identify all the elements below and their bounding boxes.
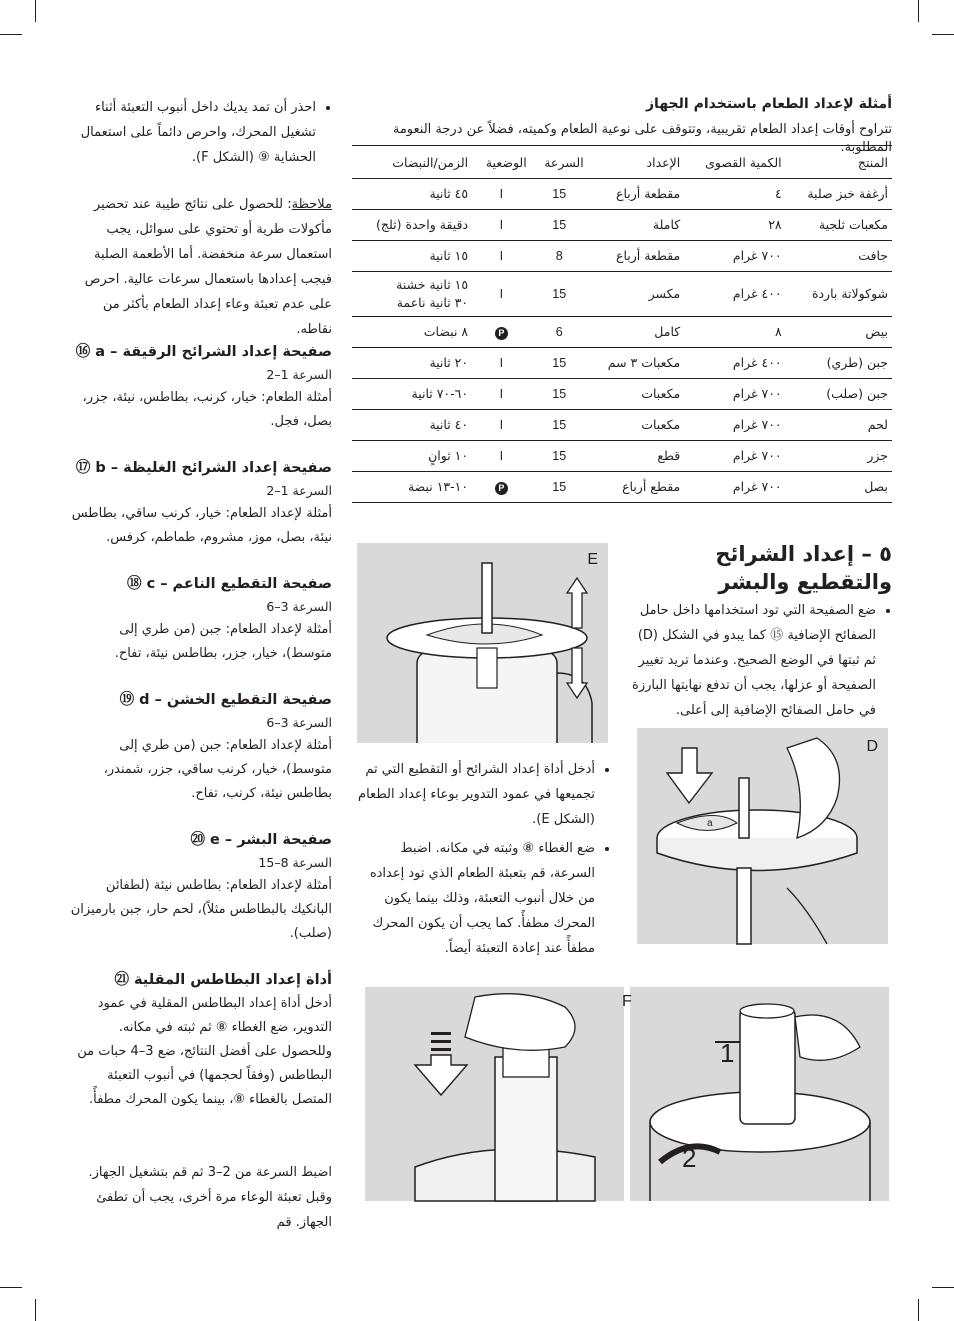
table-body	[352, 179, 892, 503]
table-row	[352, 472, 892, 503]
table-row	[352, 410, 892, 441]
prep-cell: كامل	[588, 317, 685, 348]
time-cell: ١٥ ثانية	[352, 241, 472, 272]
prep-cell: قطع	[588, 441, 685, 472]
disc-title: صفيحة التقطيع الخشن – d ⑲	[119, 692, 332, 708]
warning-bullet	[70, 95, 332, 174]
crop-mark	[932, 34, 954, 35]
section5-title: ٥ – إعداد الشرائح والتقطيع والبشر	[715, 542, 892, 594]
table-header-cell: الإعداد	[588, 146, 685, 179]
processing-table	[352, 145, 892, 503]
disc-title: صفيحة التقطيع الناعم – c ⑱	[127, 576, 332, 592]
prep-cell: مقطع أرباع	[588, 472, 685, 503]
crop-mark	[918, 0, 919, 22]
time-cell: دقيقة واحدة (ثلج)	[352, 210, 472, 241]
note-label: ملاحظة	[291, 197, 332, 212]
bullet-text: • ضع الغطاء ⑧ وثبته في مكانه. اضبط السرعة، قم بتعبئة الطعام الذي تود إعداده من خلال أنبوب التعبئة، وذلك بينما يكون المحرك مطفأً. كما يجب أن يكون المحرك مطفأً عند إعادة التعبئة أيضاً.	[355, 836, 595, 961]
qty-cell: ٢٨	[684, 210, 785, 241]
disc-examples: أمثلة لإعداد الطعام: بطاطس نيئة (لطفائن البانكيك بالبطاطس مثلاً)، لحم حار، جبن بارميزان (صلب).	[70, 878, 332, 941]
disc-examples: أمثلة لإعداد الطعام: خيار، كرنب ساقي، بطاطس نيئة، بصل، موز، مشروم، طماطم، كرفس.	[71, 506, 332, 545]
prep-cell: كاملة	[588, 210, 685, 241]
table-row	[352, 241, 892, 272]
product-cell: مكعبات ثلجية	[786, 210, 892, 241]
speed-cell: 15	[531, 179, 588, 210]
product-cell: بصل	[786, 472, 892, 503]
speed-cell: 6	[531, 317, 588, 348]
bullet-text: • احذر أن تمد يديك داخل أنبوب التعبئة أثناء تشغيل المحرك، واحرص دائماً على استعمال الحشاية ⑨ (الشكل F).	[70, 95, 316, 170]
prep-cell: مقطعة أرباع	[588, 241, 685, 272]
figure-f-left	[365, 987, 624, 1201]
mode-cell: I	[472, 410, 531, 441]
figure-f-right-drawing	[630, 987, 889, 1201]
table-row	[352, 441, 892, 472]
table-header-cell: السرعة	[531, 146, 588, 179]
disc-speed: السرعة 3–6	[266, 715, 332, 730]
time-cell: ٢٠ ثانية	[352, 348, 472, 379]
disc-examples: أمثلة لإعداد الطعام: جبن (من طري إلى متوسط)، خيار، جزر، بطاطس نيئة، تفاح.	[114, 622, 332, 661]
qty-cell: ٧٠٠ غرام	[684, 379, 785, 410]
product-cell: شوكولاتة باردة	[786, 272, 892, 317]
crop-mark	[35, 0, 36, 22]
pulse-mode-icon: P	[495, 482, 508, 495]
prep-cell: مكعبات ٣ سم	[588, 348, 685, 379]
qty-cell: ٧٠٠ غرام	[684, 241, 785, 272]
table-row	[352, 348, 892, 379]
figure-f-step2: 2	[682, 1143, 697, 1173]
intro-text: تتراوح أوقات إعداد الطعام تقريبية، وتتوقف على نوعية الطعام وكميته، فضلاً عن درجة النعومة المطلوبة.	[392, 122, 892, 155]
figure-d-disc-letter: a	[707, 818, 713, 829]
product-cell: جافت	[786, 241, 892, 272]
time-cell: ٦٠-٧٠ ثانية	[352, 379, 472, 410]
figure-d	[637, 728, 888, 944]
disc-speed: السرعة 1–2	[266, 483, 332, 498]
disc-title: صفيحة إعداد الشرائح الغليظة – b ⑰	[75, 460, 332, 476]
speed-cell: 15	[531, 472, 588, 503]
disc-title: أداة إعداد البطاطس المقلية ㉑	[114, 972, 332, 988]
speed-cell: 8	[531, 241, 588, 272]
prep-cell: مكسر	[588, 272, 685, 317]
disc-examples: أمثلة الطعام: خيار، كرنب، بطاطس، نيئة، جزر، بصل، فجل.	[82, 390, 332, 429]
speed-cell: 15	[531, 348, 588, 379]
table-header-cell: الزمن/النبضات	[352, 146, 472, 179]
table-row	[352, 210, 892, 241]
time-cell: ١٠ ثوانٍ	[352, 441, 472, 472]
bullet-text: • أدخل أداة إعداد الشرائح أو التقطيع التي تم تجميعها في عمود التدوير بوعاء إعداد الطعام (الشكل E).	[355, 757, 595, 832]
mode-cell: I	[472, 210, 531, 241]
table-row	[352, 379, 892, 410]
product-cell: لحم	[786, 410, 892, 441]
time-cell: ١٠-١٣ نبضة	[352, 472, 472, 503]
disc-title: صفيحة البشر – e ⑳	[190, 832, 332, 848]
prep-cell: مكعبات	[588, 379, 685, 410]
section5-bullet1	[630, 598, 892, 727]
table-header-row	[352, 146, 892, 179]
table-header-cell: الكمية القصوى	[684, 146, 785, 179]
table-header-cell: الوضعية	[472, 146, 531, 179]
disc-block	[70, 340, 332, 434]
figure-d-label: D	[866, 738, 878, 755]
disc-list	[70, 340, 332, 1134]
crop-mark	[0, 34, 22, 35]
table-row	[352, 272, 892, 317]
section5-bullets-lower	[355, 757, 611, 965]
disc-block	[70, 572, 332, 666]
qty-cell: ٤٠٠ غرام	[684, 348, 785, 379]
disc-speed: السرعة 8–15	[258, 855, 332, 870]
disc-examples: أمثلة لإعداد الطعام: جبن (من طري إلى متوسط)، خيار، كرنب ساقي، جزر، شمندر، بطاطس نيئة، كرنب، تفاح.	[103, 738, 332, 801]
disc-block	[70, 968, 332, 1112]
speed-cell: 15	[531, 410, 588, 441]
crop-mark	[0, 1287, 22, 1288]
disc-block	[70, 456, 332, 550]
product-cell: جزر	[786, 441, 892, 472]
qty-cell: ٤٠٠ غرام	[684, 272, 785, 317]
qty-cell: ٨	[684, 317, 785, 348]
figure-d-drawing	[637, 728, 888, 944]
mode-cell	[472, 317, 531, 348]
section-title: أمثلة لإعداد الطعام باستخدام الجهاز	[646, 96, 892, 112]
disc-speed: السرعة 3–6	[266, 599, 332, 614]
time-cell: ١٥ ثانية خشنة ٣٠ ثانية ناعمة	[352, 272, 472, 317]
bullet-text: • ضع الصفيحة التي تود استخدامها داخل حامل الصفائح الإضافية ⑮ كما يبدو في الشكل (D) ثم ثبتها في الوضع الصحيح. وعندما تريد تغيير الصفيحة أو عزلها، يجب أن تدفع نهايتها البارزة في حامل الصفائح الإضافية إلى أعلى.	[630, 598, 876, 723]
figure-e	[357, 543, 608, 743]
pulse-mode-icon: P	[495, 327, 508, 340]
disc-block	[70, 828, 332, 946]
speed-cell: 15	[531, 379, 588, 410]
table-header-cell: المنتج	[786, 146, 892, 179]
mode-cell: I	[472, 379, 531, 410]
table-row	[352, 317, 892, 348]
speed-cell: 15	[531, 441, 588, 472]
crop-mark	[35, 1299, 36, 1321]
prep-cell: مكعبات	[588, 410, 685, 441]
mode-cell: I	[472, 441, 531, 472]
figure-f-right	[622, 987, 889, 1201]
product-cell: جبن (صلب)	[786, 379, 892, 410]
qty-cell: ٧٠٠ غرام	[684, 410, 785, 441]
mode-cell: I	[472, 241, 531, 272]
time-cell: ٨ نبضات	[352, 317, 472, 348]
product-cell: بيض	[786, 317, 892, 348]
mode-cell: I	[472, 272, 531, 317]
disc-speed: السرعة 1–2	[266, 367, 332, 382]
mode-cell: I	[472, 179, 531, 210]
crop-mark	[932, 1287, 954, 1288]
qty-cell: ٧٠٠ غرام	[684, 472, 785, 503]
prep-cell: مقطعة أرباع	[588, 179, 685, 210]
time-cell: ٤٠ ثانية	[352, 410, 472, 441]
qty-cell: ٧٠٠ غرام	[684, 441, 785, 472]
product-cell: أرغفة خبز صلبة	[786, 179, 892, 210]
disc-examples: أدخل أداة إعداد البطاطس المقلية في عمود التدوير، ضع الغطاء ⑧ ثم ثبته في مكانه. وللحصول على أفضل النتائج، ضع 3–4 حبات من البطاطس (وفقاً لحجمها) في أنبوب التعبئة المتصل بالغطاء ⑧، بينما يكون المحرك مطفأً.	[77, 996, 332, 1107]
crop-mark	[918, 1299, 919, 1321]
mode-cell: I	[472, 348, 531, 379]
note-paragraph	[70, 192, 332, 342]
figure-f-step1: 1	[720, 1038, 735, 1068]
speed-cell: 15	[531, 210, 588, 241]
speed-cell: 15	[531, 272, 588, 317]
time-cell: ٤٥ ثانية	[352, 179, 472, 210]
product-cell: جبن (طري)	[786, 348, 892, 379]
figure-f-label: F	[622, 993, 632, 1010]
qty-cell: ٤	[684, 179, 785, 210]
figure-f-left-drawing	[365, 987, 624, 1201]
final-paragraph: اضبط السرعة من 2–3 ثم قم بتشغيل الجهاز. وقبل تعبئة الوعاء مرة أخرى، يجب أن تطفئ الجهاز. قم	[88, 1165, 332, 1230]
figure-e-drawing	[357, 543, 608, 743]
figure-e-label: E	[587, 551, 598, 568]
mode-cell	[472, 472, 531, 503]
table-row	[352, 179, 892, 210]
disc-title: صفيحة إعداد الشرائح الرقيقة – a ⑯	[75, 344, 332, 360]
disc-block	[70, 688, 332, 806]
note-text: : للحصول على نتائج طيبة عند تحضير مأكولات طرية أو تحتوي على سوائل، يجب استعمال سرعة منخفضة. أما الأطعمة الصلبة فيجب إعدادها باستعمال سرعات عالية. احرص على عدم تعبئة وعاء إعداد الطعام بأكثر من نقاطه.	[84, 197, 332, 337]
